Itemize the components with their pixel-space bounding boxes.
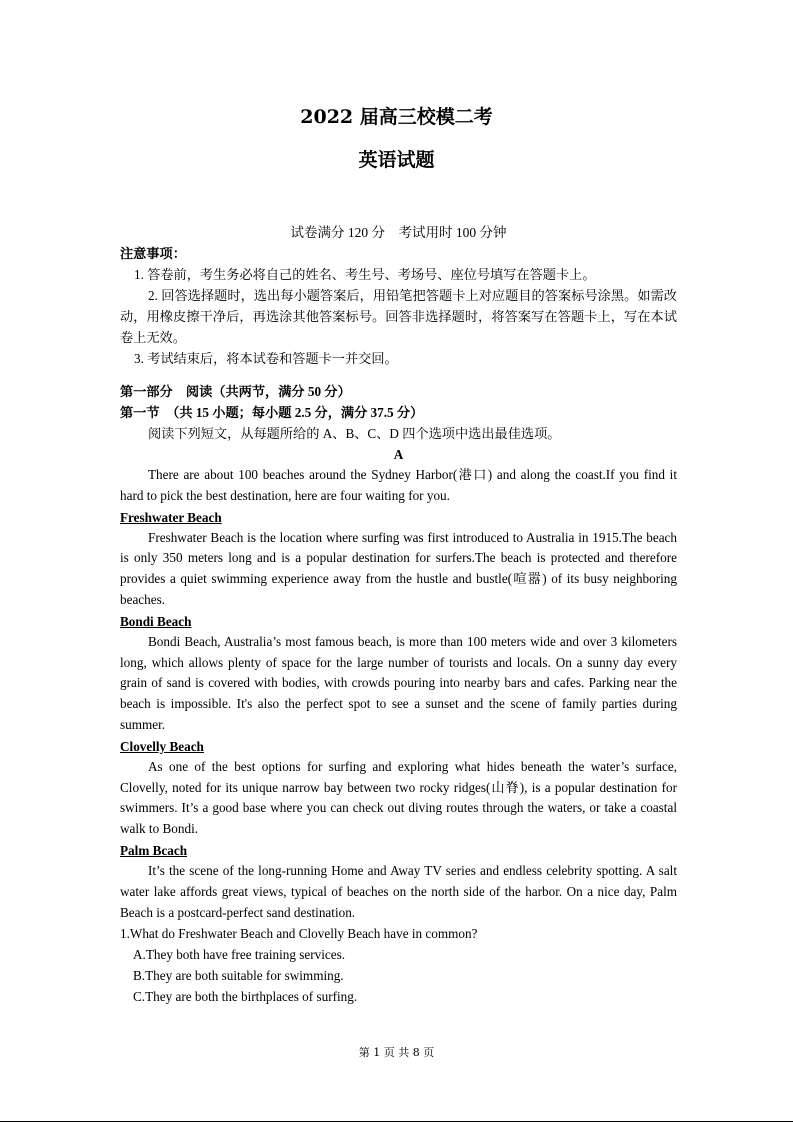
page-content	[120, 222, 677, 1007]
beach-heading-palm: Palm Bcach	[120, 842, 188, 858]
reading-instruction: 阅读下列短文，从每题所给的 A、B、C、D 四个选项中选出最佳选项。	[148, 426, 561, 441]
section-gap	[120, 369, 677, 381]
question-stem: 1.What do Freshwater Beach and Clovelly Beach have in common?	[120, 926, 478, 942]
beach-heading-bondi: Bondi Beach	[120, 613, 192, 629]
question-option-c: C.They are both the birthplaces of surfing.	[133, 989, 358, 1005]
question-option-b: B.They are both suitable for swimming.	[133, 968, 344, 984]
note-item-1: 1. 答卷前，考生务必将自己的姓名、考生号、考场号、座位号填写在答题卡上。	[134, 267, 596, 282]
question-option-a: A.They both have free training services.	[133, 947, 346, 963]
note-item-3: 3. 考试结束后，将本试卷和答题卡一并交回。	[134, 351, 398, 366]
page-number: 第 1 页 共 8 页	[358, 1046, 435, 1059]
passage-intro: There are about 100 beaches around the Sydney Harbor(港口) and along the coast.If you find it hard to pick the best destination, here are four waiting for you.	[120, 467, 677, 503]
beach-text-freshwater: Freshwater Beach is the location where surfing was first introduced to Australia in 1915.The beach is only 350 meters long and is a popular destination for surfers.The beach is protected and therefore provides a quiet swimming experience away from the hustle and bustle(喧嚣) of its busy neighboring beaches.	[120, 529, 677, 607]
exam-title: 2022 届高三校模二考	[300, 106, 493, 128]
part-heading: 第一部分 阅读（共两节，满分 50 分）	[120, 384, 351, 399]
exam-info: 试卷满分 120 分 考试用时 100 分钟	[290, 225, 507, 240]
note-item-2: 2. 回答选择题时，选出每小题答案后，用铅笔把答题卡上对应题目的答案标号涂黑。如需改动，用橡皮擦干净后，再选涂其他答案标号。回答非选择题时，将答案写在答题卡上，写在本试卷上无效。	[120, 288, 677, 345]
beach-heading-freshwater: Freshwater Beach	[120, 509, 222, 525]
notes-heading: 注意事项：	[120, 246, 186, 261]
passage-letter: A	[393, 447, 404, 462]
beach-heading-clovelly: Clovelly Beach	[120, 738, 204, 754]
section-heading: 第一节 （共 15 小题；每小题 2.5 分，满分 37.5 分）	[120, 405, 424, 420]
exam-subtitle: 英语试题	[358, 149, 435, 171]
beach-text-bondi: Bondi Beach, Australia’s most famous beach, is more than 100 meters wide and over 3 kilometers long, which allows plenty of space for the large number of tourists and locals. On a sunny day every grain of sand is covered with bodies, with crowds pouring into nearby bars and cafes. Parking near the beach is impossible. It's also the perfect spot to see a sunset and the scene of family parties during summer.	[120, 633, 677, 732]
beach-text-palm: It’s the scene of the long-running Home and Away TV series and endless celebrity spotting. A salt water lake affords great views, typical of beaches on the north side of the harbor. On a nice day, Palm Beach is a postcard-perfect sand destination.	[120, 862, 677, 920]
beach-text-clovelly: As one of the best options for surfing and exploring what hides beneath the water’s surface, Clovelly, noted for its unique narrow bay between two rocky ridges(山脊), is a popular destination for swimmers. It’s a good base where you can check out diving routes through the waters, or take a coastal walk to Bondi.	[120, 758, 677, 837]
